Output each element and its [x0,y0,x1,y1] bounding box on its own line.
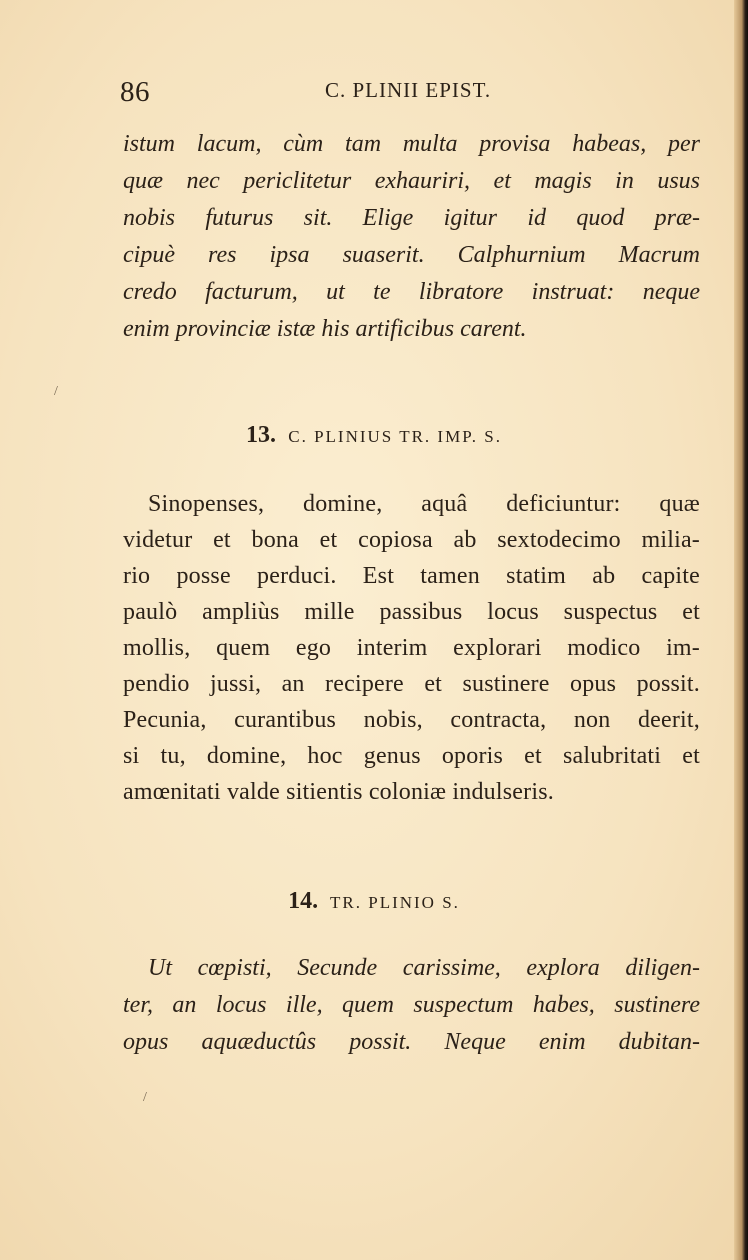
stray-mark: / [143,1090,147,1105]
text-line: quæ nec periclitetur exhauriri, et magis in usus [123,168,700,194]
text-line: nobis futurus sit. Elige igitur id quod præ- [123,205,700,231]
page-number: 86 [120,76,150,108]
letter-14-heading [0,888,748,915]
running-header [120,76,700,116]
text-line: ter, an locus ille, quem suspectum habes, sustinere [123,992,700,1018]
text-line: Ut cœpisti, Secunde carissime, explora diligen- [148,955,700,981]
book-spine-edge [734,0,748,1260]
text-line: paulò ampliùs mille passibus locus suspectus et [123,599,700,625]
letter-14-title: TR. PLINIO S. [330,893,460,912]
text-line: videtur et bona et copiosa ab sextodecimo milia- [123,527,700,553]
text-line: amœnitati valde sitientis coloniæ indulseris. [123,779,554,805]
letter-13-title: C. PLINIUS TR. IMP. S. [288,427,502,446]
letter-13-number: 13. [246,422,276,448]
text-line: enim provinciæ istæ his artificibus carent. [123,316,527,342]
text-line: Sinopenses, domine, aquâ deficiuntur: quæ [148,491,700,517]
stray-mark: / [54,384,58,399]
text-line: si tu, domine, hoc genus oporis et salubritati et [123,743,700,769]
text-line: istum lacum, cùm tam multa provisa habeas, per [123,131,700,157]
letter-13-heading [0,422,748,449]
text-line: credo facturum, ut te libratore instruat: neque [123,279,700,305]
letter-14-number: 14. [288,888,319,914]
text-line: Pecunia, curantibus nobis, contracta, non deerit, [123,707,700,733]
text-line: pendio jussi, an recipere et sustinere opus possit. [123,671,700,697]
text-line: mollis, quem ego interim explorari modico im- [123,635,700,661]
text-line: cipuè res ipsa suaserit. Calphurnium Macrum [123,242,700,268]
text-line: opus aquæductûs possit. Neque enim dubitan- [123,1029,700,1055]
running-title: C. PLINII EPIST. [325,78,492,102]
text-line: rio posse perduci. Est tamen statim ab capite [123,563,700,589]
